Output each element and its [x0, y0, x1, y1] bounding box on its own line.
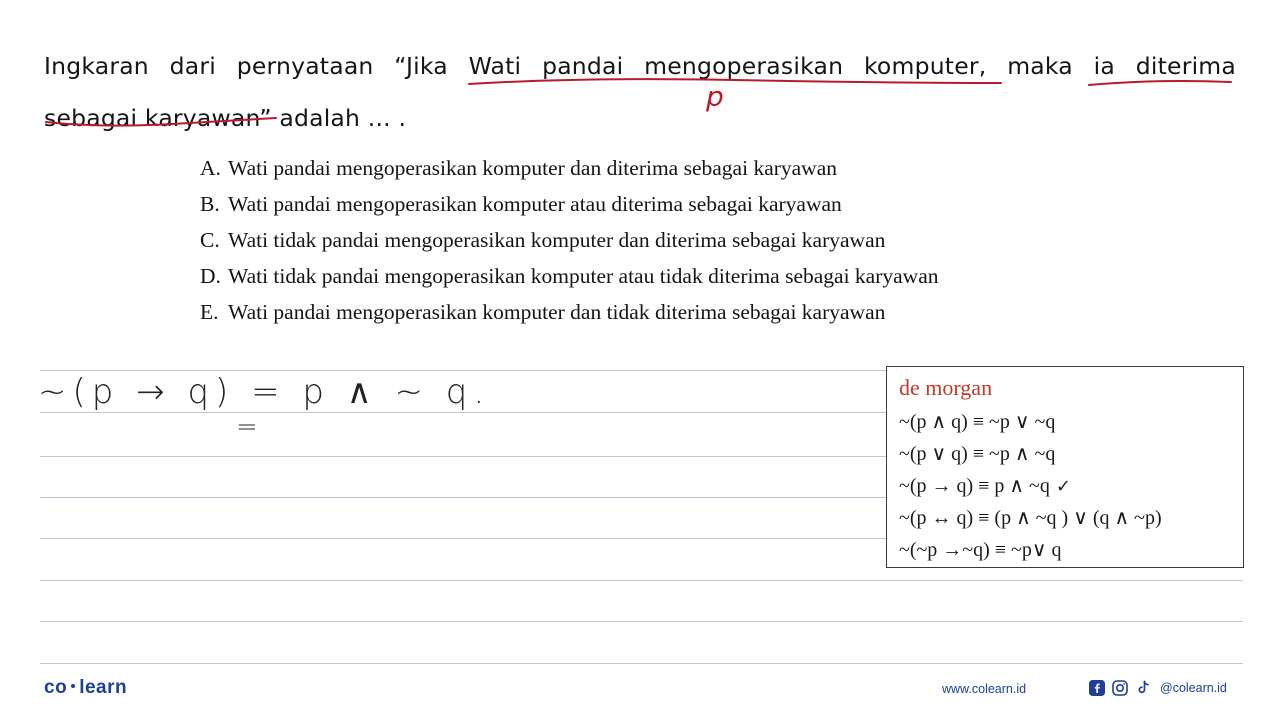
underline-p-annotation [465, 74, 1005, 90]
check-mark-icon: ✓ [1055, 476, 1071, 497]
option-c[interactable]: C. Wati tidak pandai mengoperasikan komputer dan diterima sebagai karyawan [200, 228, 886, 252]
ruled-line [40, 663, 1243, 664]
de-morgan-title: de morgan [899, 375, 993, 400]
underline-q-annotation-left [42, 114, 282, 132]
ruled-line [40, 580, 1243, 581]
de-morgan-rule-1: ~(p ∧ q) ≡ ~p ∨ ~q [899, 411, 1056, 433]
facebook-icon[interactable] [1089, 680, 1105, 696]
website-link[interactable]: www.colearn.id [942, 682, 1027, 696]
de-morgan-rule-4: ~(p ↔ q) ≡ (p ∧ ~q ) ∨ (q ∧ ~p) [899, 507, 1162, 529]
instagram-icon[interactable] [1112, 680, 1128, 696]
handwritten-p-label: p [706, 80, 724, 113]
handwritten-working-line-1: ~(p → q) = p ∧ ~ q. [38, 372, 491, 412]
ruled-line [40, 621, 1243, 622]
de-morgan-rule-2: ~(p ∨ q) ≡ ~p ∧ ~q [899, 443, 1056, 465]
logo-dot [71, 684, 75, 688]
tiktok-icon[interactable] [1135, 680, 1151, 696]
question-line-2: sebagai karyawan” adalah ... . [44, 104, 407, 132]
handwritten-working-line-2: = [236, 412, 264, 442]
de-morgan-rule-5: ~(~p →~q) ≡ ~p∨ q [899, 539, 1062, 561]
answer-options [200, 150, 939, 330]
option-a[interactable]: A. Wati pandai mengoperasikan komputer dan diterima sebagai karyawan [200, 156, 838, 180]
de-morgan-box [886, 366, 1244, 568]
de-morgan-rule-3: ~(p → q) ≡ p ∧ ~q ✓ [899, 475, 1071, 497]
question-line-1: Ingkaran dari pernyataan “Jika Wati pandai mengoperasikan komputer, maka ia diterima [44, 52, 1236, 80]
option-d[interactable]: D. Wati tidak pandai mengoperasikan komputer atau tidak diterima sebagai karyawan [200, 264, 939, 288]
option-b[interactable]: B. Wati pandai mengoperasikan komputer atau diterima sebagai karyawan [200, 192, 842, 216]
social-icons [1089, 680, 1227, 696]
underline-q-annotation-right [1085, 76, 1235, 90]
option-e[interactable]: E. Wati pandai mengoperasikan komputer dan tidak diterima sebagai karyawan [200, 300, 886, 324]
colearn-logo: co learn [44, 677, 128, 698]
social-handle[interactable]: @colearn.id [1160, 681, 1227, 695]
